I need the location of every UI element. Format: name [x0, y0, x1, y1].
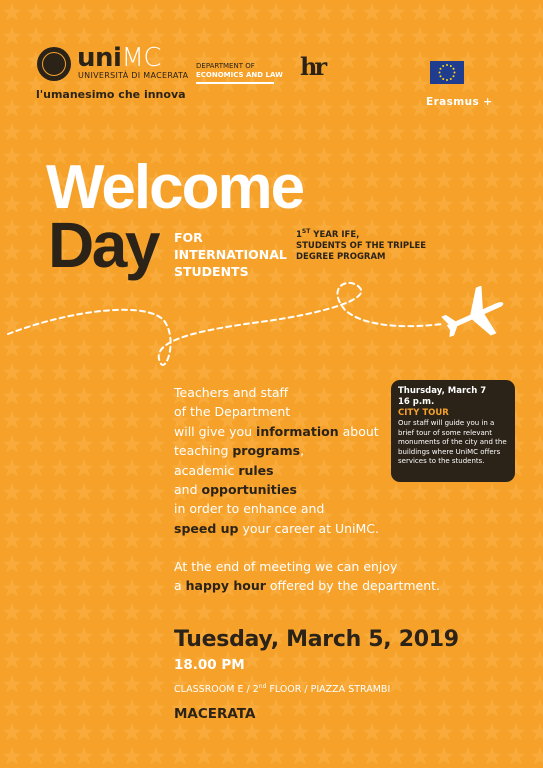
erasmus-label: Erasmus +	[426, 96, 493, 108]
intro-paragraph: Teachers and staff of the Department will give you information about teaching programs, academic rules and opportunities in order to enhance and speed up your career at UniMC.	[174, 385, 380, 536]
eu-flag-icon	[430, 61, 464, 84]
event-city: MACERATA	[174, 706, 256, 722]
subtitle-international-students: FOR INTERNATIONAL STUDENTS	[174, 230, 287, 279]
event-time: 18.00 PM	[174, 657, 245, 673]
event-location: CLASSROOM E / 2nd FLOOR / PIAZZA STRAMBI	[174, 682, 391, 695]
department-underline	[196, 82, 274, 84]
university-name: UNIVERSITÀ DI MACERATA	[78, 71, 189, 80]
department-name: DEPARTMENT OF ECONOMICS AND LAW	[196, 62, 283, 79]
unimc-logo: uniMC	[77, 43, 162, 73]
subtitle-target-students: 1ST YEAR IFE, STUDENTS OF THE TRIPLEE DEGREE PROGRAM	[296, 228, 427, 262]
city-tour-box	[391, 380, 515, 482]
university-tagline: l'umanesimo che innova	[36, 88, 186, 101]
city-tour-title: CITY TOUR	[398, 408, 449, 418]
title-welcome: Welcome	[46, 153, 304, 222]
university-seal-ring	[42, 52, 66, 76]
title-day: Day	[48, 209, 158, 281]
airplane-icon	[440, 286, 510, 344]
event-date: Tuesday, March 5, 2019	[174, 627, 459, 652]
city-tour-time: 16 p.m.	[398, 397, 435, 407]
happy-hour-paragraph: At the end of meeting we can enjoy a happy hour offered by the department.	[174, 559, 441, 594]
city-tour-date: Thursday, March 7	[398, 386, 487, 396]
city-tour-description: Our staff will guide you in a brief tour of some relevant monuments of the city and the buildings where UniMC offers services to the students.	[398, 419, 507, 465]
hr-excellence-logo: hr	[300, 52, 325, 81]
